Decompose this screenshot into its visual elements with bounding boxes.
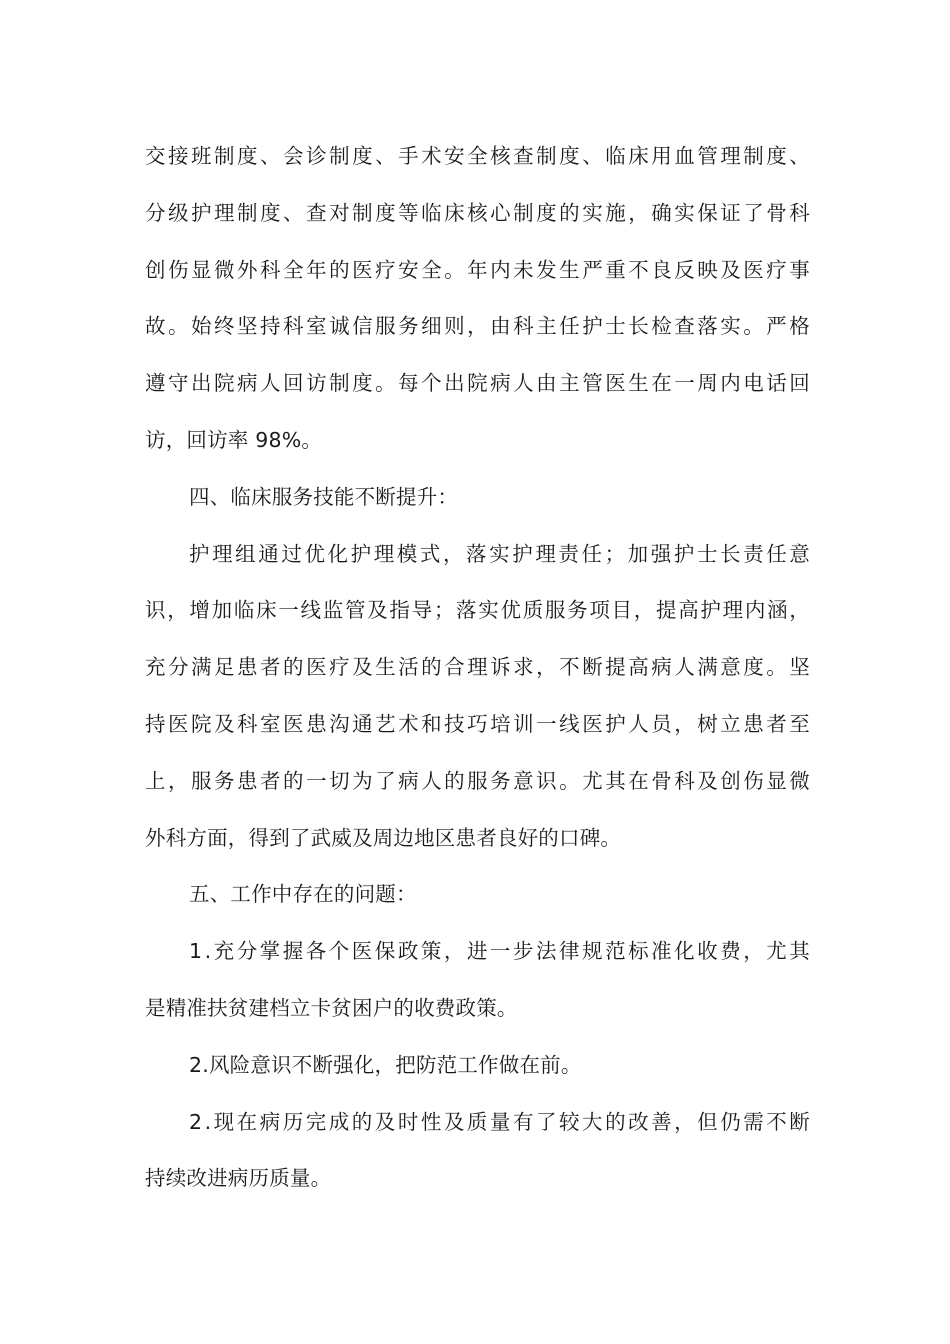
list-item-2 <box>145 1037 810 1094</box>
heading-line: 五、工作中存在的问题： <box>189 882 417 907</box>
text-line: 2.风险意识不断强化，把防范工作做在前。 <box>189 1052 582 1077</box>
section-heading-four <box>145 469 810 526</box>
text-line: 外科方面，得到了武威及周边地区患者良好的口碑。 <box>145 825 622 850</box>
heading-line: 四、临床服务技能不断提升： <box>189 484 459 509</box>
text-line: 1.充分掌握各个医保政策，进一步法律规范标准化收费，尤其 <box>189 939 813 964</box>
text-line: 持医院及科室医患沟通艺术和技巧培训一线医护人员，树立患者至 <box>145 711 813 736</box>
text-line: 充分满足患者的医疗及生活的合理诉求，不断提高病人满意度。坚 <box>145 655 813 680</box>
document-body <box>145 128 813 1207</box>
text-line: 上，服务患者的一切为了病人的服务意识。尤其在骨科及创伤显微 <box>145 768 813 793</box>
text-line: 创伤显微外科全年的医疗安全。年内未发生严重不良反映及医疗事 <box>145 257 813 282</box>
text-line: 是精准扶贫建档立卡贫困户的收费政策。 <box>145 995 518 1020</box>
text-line: 访，回访率 98%。 <box>145 427 323 452</box>
text-line: 持续改进病历质量。 <box>145 1166 332 1191</box>
text-line: 故。始终坚持科室诚信服务细则，由科主任护士长检查落实。严格 <box>145 314 813 339</box>
text-line: 遵守出院病人回访制度。每个出院病人由主管医生在一周内电话回 <box>145 371 813 396</box>
text-line: 交接班制度、会诊制度、手术安全核查制度、临床用血管理制度、 <box>145 144 813 168</box>
paragraph-core-systems <box>145 128 813 469</box>
list-item-1 <box>145 923 813 1037</box>
text-line: 分级护理制度、查对制度等临床核心制度的实施，确实保证了骨科 <box>145 200 813 225</box>
text-line: 护理组通过优化护理模式，落实护理责任；加强护士长责任意 <box>189 541 813 566</box>
text-line: 2.现在病历完成的及时性及质量有了较大的改善，但仍需不断 <box>189 1109 813 1134</box>
text-line: 识，增加临床一线监管及指导；落实优质服务项目，提高护理内涵， <box>145 598 812 623</box>
list-item-3 <box>145 1094 813 1208</box>
paragraph-nursing <box>145 526 813 867</box>
section-heading-five <box>145 866 810 923</box>
